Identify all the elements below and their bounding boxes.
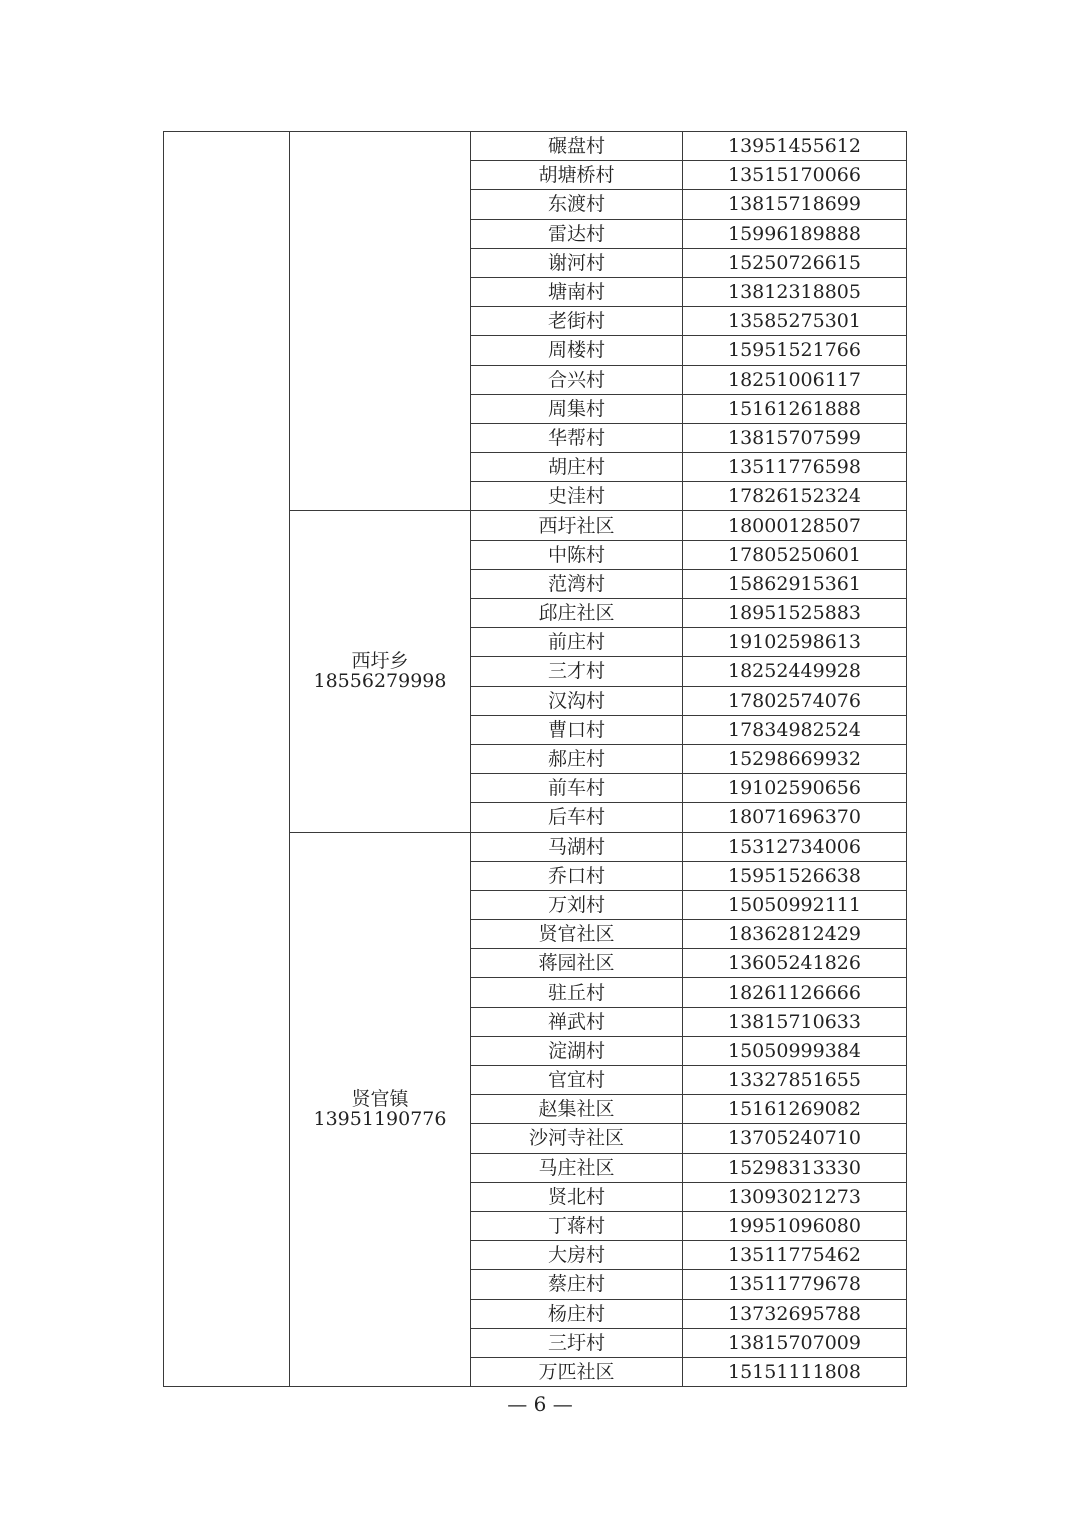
village-phone-cell: 17802574076 [683, 686, 907, 715]
village-name-cell: 马湖村 [471, 832, 683, 861]
village-name-cell: 合兴村 [471, 365, 683, 394]
village-name-cell: 乔口村 [471, 861, 683, 890]
village-phone-cell: 15951526638 [683, 861, 907, 890]
town-cell [290, 511, 471, 832]
village-phone-cell: 13732695788 [683, 1299, 907, 1328]
village-name-cell: 马庄社区 [471, 1153, 683, 1182]
village-name-cell: 三圩村 [471, 1328, 683, 1357]
village-name-cell: 碾盘村 [471, 132, 683, 161]
village-phone-cell: 13812318805 [683, 277, 907, 306]
village-phone-cell: 18071696370 [683, 803, 907, 832]
village-phone-cell: 13815718699 [683, 190, 907, 219]
village-name-cell: 华帮村 [471, 423, 683, 452]
village-name-cell: 曹口村 [471, 715, 683, 744]
village-name-cell: 周楼村 [471, 336, 683, 365]
village-name-cell: 前庄村 [471, 628, 683, 657]
village-phone-cell: 18261126666 [683, 978, 907, 1007]
table-row [164, 132, 907, 161]
village-phone-cell: 18000128507 [683, 511, 907, 540]
village-name-cell: 禅武村 [471, 1007, 683, 1036]
village-phone-cell: 13815710633 [683, 1007, 907, 1036]
village-phone-cell: 18252449928 [683, 657, 907, 686]
village-phone-cell: 15298313330 [683, 1153, 907, 1182]
town-cell-continued [290, 132, 471, 511]
village-name-cell: 汉沟村 [471, 686, 683, 715]
village-phone-cell: 13705240710 [683, 1124, 907, 1153]
village-name-cell: 贤官社区 [471, 920, 683, 949]
village-name-cell: 蔡庄村 [471, 1270, 683, 1299]
village-name-cell: 东渡村 [471, 190, 683, 219]
town-phone: 13951190776 [313, 1108, 447, 1131]
village-phone-cell: 15862915361 [683, 569, 907, 598]
village-name-cell: 官宜村 [471, 1066, 683, 1095]
village-phone-cell: 13585275301 [683, 307, 907, 336]
contacts-table-body [164, 132, 907, 1387]
village-phone-cell: 15996189888 [683, 219, 907, 248]
village-phone-cell: 17805250601 [683, 540, 907, 569]
village-phone-cell: 17834982524 [683, 715, 907, 744]
village-phone-cell: 15050992111 [683, 890, 907, 919]
town-name: 西圩乡 [351, 650, 409, 673]
village-name-cell: 万刘村 [471, 890, 683, 919]
village-phone-cell: 13815707009 [683, 1328, 907, 1357]
village-name-cell: 淀湖村 [471, 1036, 683, 1065]
village-name-cell: 蒋园社区 [471, 949, 683, 978]
village-name-cell: 胡庄村 [471, 453, 683, 482]
village-phone-cell: 15312734006 [683, 832, 907, 861]
village-phone-cell: 17826152324 [683, 482, 907, 511]
contacts-table [163, 131, 907, 1387]
village-phone-cell: 15151111808 [683, 1357, 907, 1386]
village-name-cell: 老街村 [471, 307, 683, 336]
village-phone-cell: 13605241826 [683, 949, 907, 978]
village-phone-cell: 13093021273 [683, 1182, 907, 1211]
village-name-cell: 中陈村 [471, 540, 683, 569]
village-phone-cell: 15161269082 [683, 1095, 907, 1124]
county-cell [164, 132, 290, 1387]
village-name-cell: 塘南村 [471, 277, 683, 306]
village-name-cell: 胡塘桥村 [471, 161, 683, 190]
village-name-cell: 杨庄村 [471, 1299, 683, 1328]
village-phone-cell: 18951525883 [683, 599, 907, 628]
village-name-cell: 贤北村 [471, 1182, 683, 1211]
village-name-cell: 郝庄村 [471, 744, 683, 773]
village-phone-cell: 18251006117 [683, 365, 907, 394]
town-name: 贤官镇 [351, 1088, 409, 1111]
village-name-cell: 史洼村 [471, 482, 683, 511]
village-name-cell: 驻丘村 [471, 978, 683, 1007]
village-phone-cell: 19951096080 [683, 1211, 907, 1240]
village-phone-cell: 13951455612 [683, 132, 907, 161]
town-cell [290, 832, 471, 1387]
town-phone: 18556279998 [313, 670, 447, 693]
village-phone-cell: 18362812429 [683, 920, 907, 949]
village-phone-cell: 15161261888 [683, 394, 907, 423]
village-name-cell: 赵集社区 [471, 1095, 683, 1124]
village-name-cell: 周集村 [471, 394, 683, 423]
village-phone-cell: 13511775462 [683, 1241, 907, 1270]
village-name-cell: 后车村 [471, 803, 683, 832]
village-name-cell: 大房村 [471, 1241, 683, 1270]
village-name-cell: 谢河村 [471, 248, 683, 277]
village-phone-cell: 13515170066 [683, 161, 907, 190]
village-phone-cell: 15250726615 [683, 248, 907, 277]
village-name-cell: 雷达村 [471, 219, 683, 248]
village-name-cell: 丁蒋村 [471, 1211, 683, 1240]
village-phone-cell: 15050999384 [683, 1036, 907, 1065]
village-phone-cell: 13511776598 [683, 453, 907, 482]
village-name-cell: 范湾村 [471, 569, 683, 598]
page-number: — 6 — [507, 1392, 573, 1416]
village-name-cell: 沙河寺社区 [471, 1124, 683, 1153]
village-phone-cell: 15298669932 [683, 744, 907, 773]
village-name-cell: 前车村 [471, 774, 683, 803]
village-name-cell: 三才村 [471, 657, 683, 686]
village-phone-cell: 13511779678 [683, 1270, 907, 1299]
village-phone-cell: 15951521766 [683, 336, 907, 365]
village-name-cell: 西圩社区 [471, 511, 683, 540]
village-phone-cell: 19102590656 [683, 774, 907, 803]
village-name-cell: 邱庄社区 [471, 599, 683, 628]
village-phone-cell: 13815707599 [683, 423, 907, 452]
village-name-cell: 万匹社区 [471, 1357, 683, 1386]
village-phone-cell: 13327851655 [683, 1066, 907, 1095]
village-phone-cell: 19102598613 [683, 628, 907, 657]
